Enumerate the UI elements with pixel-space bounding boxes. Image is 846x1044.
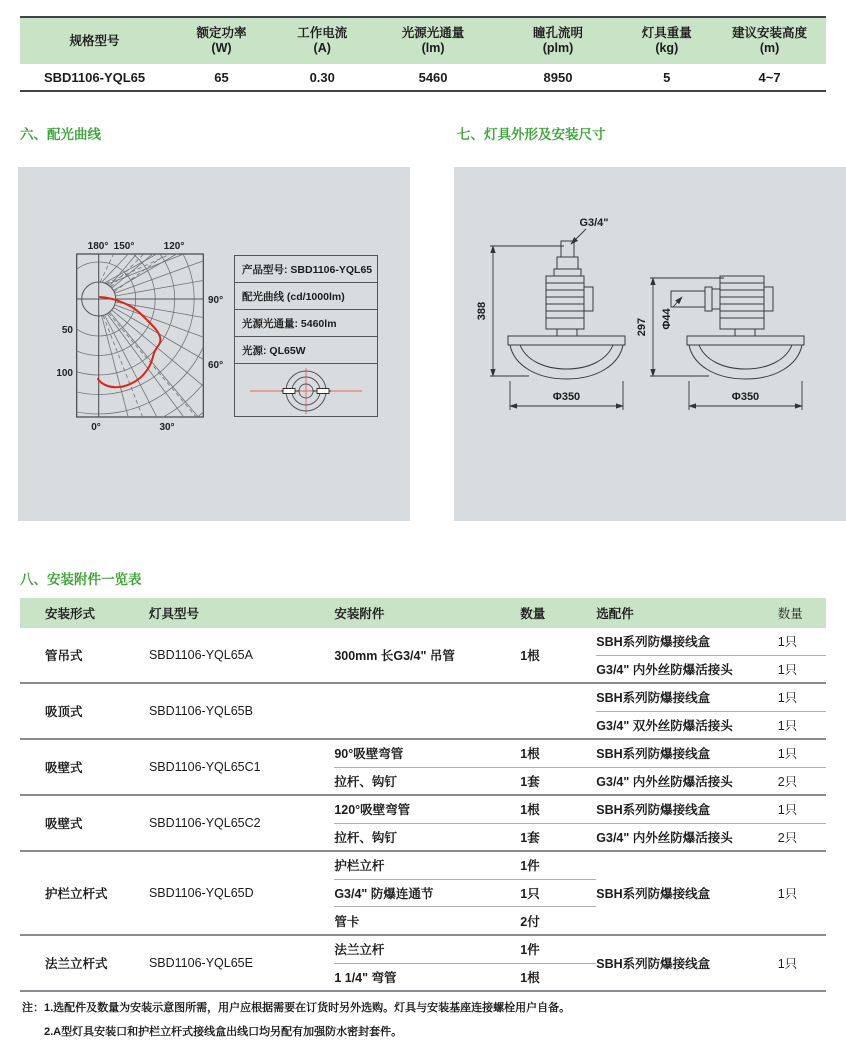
acc-header-qty2: 数量: [777, 607, 803, 621]
acc-model: SBD1106-YQL65B: [148, 704, 253, 718]
spec-header-power: 额定功率 (W): [196, 26, 247, 55]
footnotes: [22, 996, 570, 1044]
radial-label-50: 50: [61, 325, 73, 336]
dim-label-dia350-left: Φ350: [552, 391, 581, 403]
spec-value-current: 0.30: [309, 69, 335, 85]
footnote-label: 注：: [22, 1002, 44, 1014]
footnote-line-1: 1.选配件及数量为安装示意图所需，用户应根据需要在订货时另外选购。灯具与安装基座连接螺栓用户自备。: [44, 1002, 571, 1014]
acc-model: SBD1106-YQL65D: [148, 886, 254, 900]
spec-value-flux: 5460: [418, 69, 448, 85]
dimension-labels: [476, 217, 759, 403]
acc-header-mid: [334, 604, 596, 622]
lamp-drawings-svg: [454, 167, 846, 521]
photometric-panel: [18, 167, 410, 521]
angle-label-60: 60°: [208, 360, 224, 371]
angle-label-180: 180°: [87, 241, 109, 252]
table-row-group: [20, 936, 826, 992]
acc-attachments: 护栏立杆 1件 G3/4" 防爆连通节 1只 管卡 2付: [334, 852, 596, 934]
angle-label-30: 30°: [159, 422, 175, 433]
table-row-group: [20, 684, 826, 740]
info-curve-unit: 配光曲线 (cd/1000lm): [235, 283, 377, 310]
table-row-group: [20, 852, 826, 936]
acc-options: SBH系列防爆接线盒 1只: [596, 957, 798, 971]
acc-header-model: 灯具型号: [148, 607, 199, 621]
acc-options: SBH系列防爆接线盒 1只 G3/4" 双外丝防爆活接头 1只: [596, 684, 826, 738]
spec-table: [20, 16, 826, 92]
acc-header-attachment: 安装附件: [334, 607, 385, 621]
lamp-symbol: [235, 364, 377, 417]
section-title-dimensions: 七、灯具外形及安装尺寸: [457, 127, 606, 142]
info-source: 光源: QL65W: [235, 337, 377, 364]
spec-header-current: 工作电流 (A): [297, 26, 348, 55]
spec-value-weight: 5: [663, 69, 671, 85]
polar-labels: [56, 241, 223, 433]
dim-label-dia350-right: Φ350: [731, 391, 760, 403]
spec-value-model: SBD1106-YQL65: [43, 69, 146, 85]
acc-attachments: 90°吸壁弯管 1根 拉杆、钩钉 1套: [334, 740, 596, 794]
acc-form: 管吊式: [45, 649, 83, 663]
photometric-info-box: [234, 255, 378, 417]
spec-header-plm: 瞳孔流明 (plm): [532, 26, 583, 55]
acc-options: SBH系列防爆接线盒 1只: [596, 887, 798, 901]
acc-attachments: 120°吸壁弯管 1根 拉杆、钩钉 1套: [334, 796, 596, 850]
lamp-front-view: [508, 241, 625, 379]
table-row-group: [20, 628, 826, 684]
accessories-table: [20, 598, 826, 992]
spec-header-weight: 灯具重量 (kg): [641, 26, 692, 55]
lamp-symbol-svg: [235, 365, 377, 417]
dimensions-panel: [454, 167, 846, 521]
spec-table-row: [20, 64, 826, 90]
acc-options: SBH系列防爆接线盒 1只 G3/4" 内外丝防爆活接头 1只: [596, 628, 826, 682]
info-product-model: 产品型号: SBD1106-YQL65: [235, 256, 377, 283]
spec-value-height: 4~7: [758, 69, 781, 85]
acc-header-option: 选配件: [596, 607, 634, 621]
spec-value-plm: 8950: [543, 69, 573, 85]
accessories-table-header: [20, 598, 826, 628]
acc-model: SBD1106-YQL65A: [148, 648, 253, 662]
acc-header-form: 安装形式: [45, 607, 96, 621]
angle-label-150: 150°: [113, 241, 135, 252]
acc-model: SBD1106-YQL65E: [148, 956, 253, 970]
dim-label-thread: G3/4": [579, 217, 609, 229]
dim-label-388: 388: [476, 301, 488, 321]
section-title-accessories: 八、安装附件一览表: [20, 572, 142, 587]
acc-options: SBH系列防爆接线盒 1只 G3/4" 内外丝防爆活接头 2只: [596, 740, 826, 794]
spec-table-header: [20, 18, 826, 64]
section-title-photometric: 六、配光曲线: [20, 127, 101, 142]
table-row-group: [20, 740, 826, 796]
spec-header-height: 建议安装高度 (m): [732, 26, 808, 55]
acc-attachments: 法兰立杆 1件 1 1/4" 弯管 1根: [334, 936, 596, 990]
acc-form: 吸壁式: [45, 817, 83, 831]
angle-label-90: 90°: [208, 295, 224, 306]
acc-options: SBH系列防爆接线盒 1只 G3/4" 内外丝防爆活接头 2只: [596, 796, 826, 850]
acc-model: SBD1106-YQL65C2: [148, 816, 261, 830]
acc-form: 吸壁式: [45, 761, 83, 775]
spec-header-model: 规格型号: [69, 33, 120, 48]
dim-label-297: 297: [636, 317, 648, 337]
table-row-group: [20, 796, 826, 852]
acc-model: SBD1106-YQL65C1: [148, 760, 261, 774]
acc-header-qty1: 数量: [520, 607, 546, 621]
acc-attachments: 300mm 长G3/4" 吊管 1根: [334, 649, 540, 663]
dim-label-dia44: Φ44: [661, 308, 673, 330]
footnote-line-2: 2.A型灯具安装口和护栏立杆式接线盒出线口均另配有加强防水密封套件。: [44, 1026, 403, 1038]
spec-header-flux: 光源光通量 (lm): [401, 26, 465, 55]
acc-form: 护栏立杆式: [45, 887, 108, 901]
angle-label-120: 120°: [163, 241, 185, 252]
acc-attachments: [334, 684, 596, 738]
info-flux: 光源光通量: 5460lm: [235, 310, 377, 337]
lamp-side-view: [671, 276, 804, 379]
acc-header-opt: [596, 604, 826, 622]
radial-label-100: 100: [56, 368, 73, 379]
angle-label-0: 0°: [91, 422, 101, 433]
acc-form: 吸顶式: [45, 705, 83, 719]
acc-form: 法兰立杆式: [45, 957, 108, 971]
spec-value-power: 65: [214, 69, 229, 85]
